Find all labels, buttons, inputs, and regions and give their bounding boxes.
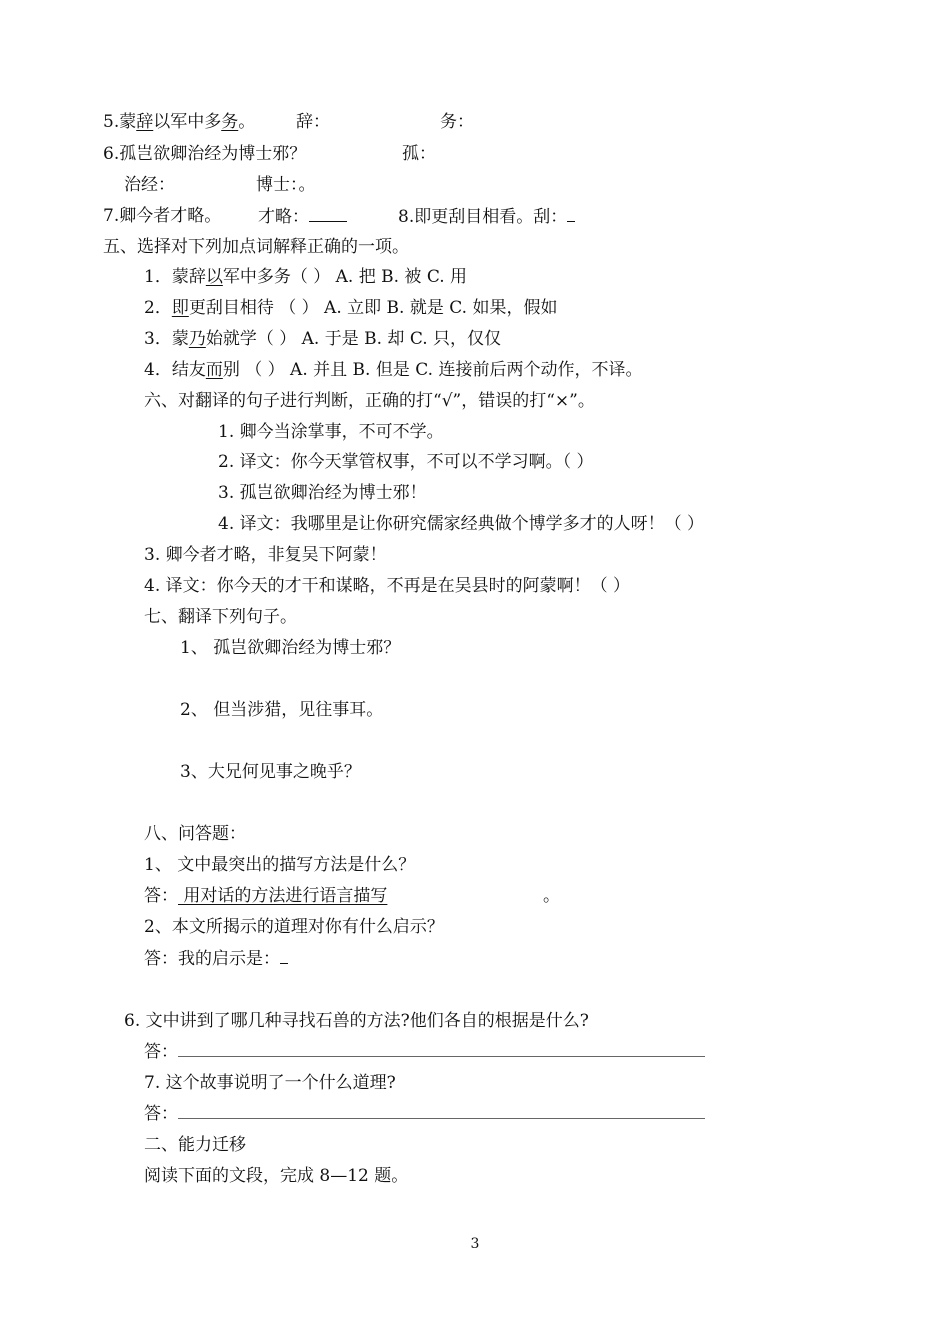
- s5-item-3-pre: 3．蒙: [144, 329, 189, 349]
- q5-line: [103, 111, 255, 133]
- extra-answer-6-label: 答：: [144, 1042, 178, 1062]
- s8-question-2: 2、本文所揭示的道理对你有什么启示？: [144, 917, 444, 937]
- s6-item-2: 2. 译文：你今天掌管权事，不可以不学习啊。（ ）: [218, 452, 594, 472]
- section7-title: 七、翻译下列句子。: [144, 607, 297, 627]
- q5-word-ci: 辞: [136, 112, 154, 132]
- s8-answer-1-end: 。: [543, 886, 560, 906]
- s5-item-1-post: 军中多务（ ） A. 把 B. 被 C. 用: [222, 267, 468, 287]
- q7-line: 7.卿今者才略。: [103, 206, 222, 226]
- q6-line: 6.孤岂欲卿治经为博士邪？: [103, 144, 307, 164]
- s5-item-2-word: 即: [171, 298, 189, 318]
- s5-item-2-pre: 2．: [144, 298, 172, 318]
- q8-answer-line[interactable]: [567, 205, 575, 222]
- s8-answer-1-text: 用对话的方法进行语言描写: [178, 886, 388, 906]
- q7-label: 才略：: [258, 207, 309, 227]
- q5-blank-wu: 务：: [440, 112, 474, 132]
- s8-answer-2-label: 答：我的启示是：: [144, 949, 280, 969]
- s6-item-6: 4. 译文：你今天的才干和谋略，不再是在吴县时的阿蒙啊！（ ）: [144, 576, 631, 596]
- q8-line: [398, 205, 575, 228]
- q7-blank[interactable]: [258, 205, 347, 228]
- s5-item-4-word: 而: [205, 360, 223, 380]
- s6-item-1: 1. 卿今当涂掌事，不可不学。: [218, 422, 444, 442]
- section5-title: 五、选择对下列加点词解释正确的一项。: [103, 237, 409, 257]
- q8-text: 8.即更刮目相看。刮：: [398, 207, 568, 227]
- section2-title: 二、能力迁移: [144, 1135, 246, 1155]
- s5-item-1-pre: 1．蒙辞: [144, 267, 206, 287]
- s5-item-3-word: 乃: [188, 329, 206, 349]
- s5-item-1-word: 以: [205, 267, 223, 287]
- q6-blank-gu: 孤：: [402, 144, 436, 164]
- extra-answer-7-label: 答：: [144, 1104, 178, 1124]
- q5-end: 。: [238, 112, 256, 132]
- s8-answer-2: [144, 947, 288, 970]
- s5-item-2-post: 更刮目相待 （ ） A. 立即 B. 就是 C. 如果，假如: [188, 298, 558, 318]
- s6-item-3: 3. 孤岂欲卿治经为博士邪！: [218, 483, 427, 503]
- s6-item-5: 3. 卿今者才略，非复吴下阿蒙！: [144, 545, 387, 565]
- q5-word-wu: 务: [221, 112, 239, 132]
- extra-answer-7[interactable]: [144, 1103, 705, 1125]
- s8-answer-1: [144, 885, 387, 907]
- q5-blank-ci: 辞：: [296, 112, 330, 132]
- s7-item-3: 3、大兄何见事之晚乎？: [180, 762, 361, 782]
- s8-question-1: 1、 文中最突出的描写方法是什么？: [144, 855, 416, 875]
- s5-item-3: [144, 328, 501, 350]
- q6-blank-boshi: 博士：。: [256, 175, 316, 195]
- s5-item-3-post: 始就学（ ） A. 于是 B. 却 C. 只，仅仅: [205, 329, 502, 349]
- s5-item-4: [144, 359, 642, 381]
- section8-title: 八、问答题：: [144, 824, 246, 844]
- s5-item-2: [144, 297, 557, 319]
- extra-answer-6[interactable]: [144, 1041, 705, 1063]
- s5-item-1: [144, 266, 467, 288]
- section6-title: 六、对翻译的句子进行判断，正确的打“√”，错误的打“×”。: [144, 391, 595, 411]
- q5-mid: 以军中多: [153, 112, 222, 132]
- extra-question-6: 6. 文中讲到了哪几种寻找石兽的方法?他们各自的根据是什么?: [124, 1011, 589, 1031]
- s6-item-4: 4. 译文：我哪里是让你研究儒家经典做个博学多才的人呀！（ ）: [218, 514, 705, 534]
- s8-answer-1-label: 答：: [144, 886, 178, 906]
- s8-answer-2-line[interactable]: [280, 947, 288, 964]
- s5-item-4-post: 别 （ ） A. 并且 B. 但是 C. 连接前后两个动作，不译。: [222, 360, 643, 380]
- s7-item-2: 2、 但当涉猎，见往事耳。: [180, 700, 384, 720]
- s5-item-4-pre: 4．结友: [144, 360, 206, 380]
- q7-answer-line[interactable]: [309, 205, 347, 222]
- reading-instruction: 阅读下面的文段，完成 8—12 题。: [144, 1166, 409, 1186]
- q6-blank-zhijing: 治经：: [124, 175, 175, 195]
- extra-answer-7-line[interactable]: [178, 1104, 705, 1119]
- extra-answer-6-line[interactable]: [178, 1042, 705, 1057]
- page-number: 3: [470, 1236, 480, 1252]
- extra-question-7: 7. 这个故事说明了一个什么道理?: [144, 1073, 396, 1093]
- q5-pre: 5.蒙: [103, 112, 137, 132]
- s7-item-1: 1、 孤岂欲卿治经为博士邪？: [180, 638, 401, 658]
